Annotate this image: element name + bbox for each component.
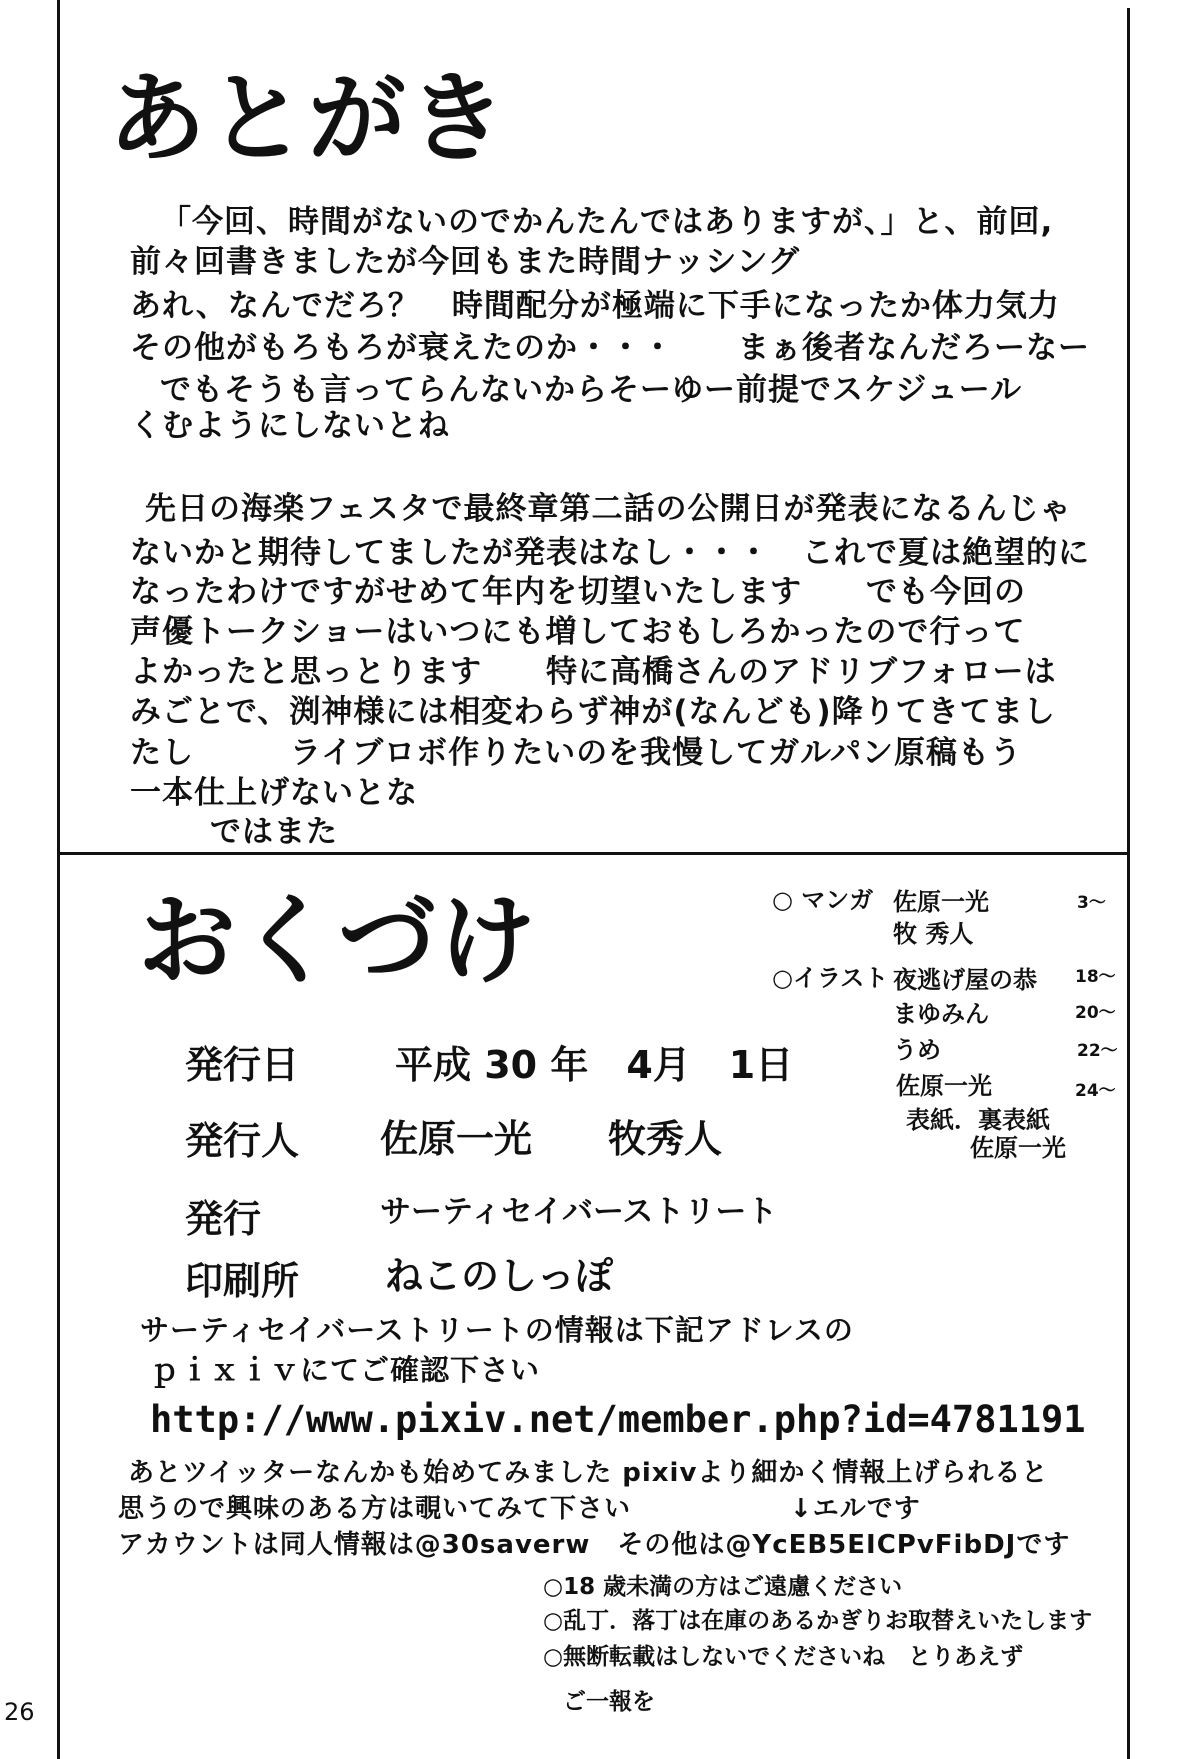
credit-cover-label: 表紙．裏表紙	[906, 1106, 1050, 1134]
twitter-arrow-note: ↓エルです	[790, 1494, 921, 1524]
colophon-label-printer: 印刷所	[185, 1259, 300, 1303]
afterword-line: 前々回書きましたが今回もまた時間ナッシング	[130, 244, 800, 280]
info-line: ｐｉｘｉｖにてご確認下さい	[150, 1353, 541, 1387]
afterword-line: なったわけですがせめて年内を切望いたします でも今回の	[130, 574, 1026, 610]
colophon-label-publisher: 発行人	[185, 1119, 300, 1163]
section-divider	[57, 852, 1130, 855]
credit-illust-name: 佐原一光	[896, 1072, 992, 1100]
afterword-line: その他がもろもろが衰えたのか・・・ まぁ後者なんだろーなー	[130, 330, 1090, 366]
colophon-label-issuer: 発行	[185, 1197, 262, 1241]
page-border-right	[1127, 8, 1130, 1759]
colophon-value-date: 平成 30 年 4月 1日	[395, 1043, 794, 1087]
afterword-line: あれ、なんでだろ？ 時間配分が極端に下手になったか体力気力	[130, 288, 1060, 324]
notice-line: ご一報を	[563, 1689, 655, 1715]
credit-illust-page: 24～	[1075, 1081, 1116, 1101]
credit-illust-name: うめ	[893, 1036, 941, 1064]
afterword-line: みごとで、渕神様には相変わらず神が(なんども)降りてきてまし	[130, 694, 1056, 730]
afterword-line: でもそうも言ってらんないからそーゆー前提でスケジュール	[160, 372, 1023, 408]
colophon-value-issuer: サーティセイバーストリート	[380, 1194, 778, 1230]
afterword-line: 「今回、時間がないのでかんたんではありますが、」と、前回,	[160, 204, 1054, 240]
credit-illust-name: まゆみん	[893, 1000, 989, 1028]
afterword-line: 先日の海楽フェスタで最終章第二話の公開日が発表になるんじゃ	[145, 491, 1072, 527]
notice-line: ○乱丁．落丁は在庫のあるかぎりお取替えいたします	[543, 1608, 1093, 1634]
afterword-line: よかったと思っとります 特に高橋さんのアドリブフォローは	[130, 654, 1057, 690]
afterword-line: ないかと期待してましたが発表はなし・・・ これで夏は絶望的に	[130, 535, 1090, 571]
afterword-line: 一本仕上げないとな	[130, 775, 418, 811]
credit-illust-page: 18～	[1075, 967, 1116, 987]
twitter-accounts: アカウントは同人情報は@30saverw その他は@YcEB5EICPvFibDJです	[118, 1530, 1071, 1560]
colophon-title: おくづけ	[138, 884, 539, 998]
page-number: 26	[4, 1698, 35, 1726]
twitter-line: 思うので興味のある方は覗いてみて下さい	[118, 1494, 632, 1524]
info-line: サーティセイバーストリートの情報は下記アドレスの	[140, 1313, 854, 1347]
credit-illust-label: ○イラスト	[772, 964, 889, 992]
colophon-label-date: 発行日	[185, 1043, 300, 1087]
afterword-line: くむようにしないとね	[130, 408, 450, 444]
afterword-line: ではまた	[210, 814, 338, 850]
credit-manga-page: 3～	[1077, 893, 1106, 913]
afterword-title: あとがき	[108, 62, 509, 176]
credit-illust-page: 20～	[1075, 1003, 1116, 1023]
pixiv-url-link[interactable]: http://www.pixiv.net/member.php?id=4781191	[150, 1398, 1086, 1441]
page-border-left	[57, 0, 60, 1759]
credit-manga-label: ○ マンガ	[772, 886, 874, 914]
notice-line: ○無断転載はしないでくださいね とりあえず	[543, 1644, 1024, 1670]
credit-manga-name: 佐原一光	[893, 888, 989, 916]
twitter-line: あとツイッターなんかも始めてみました pixivより細かく情報上げられると	[128, 1458, 1049, 1488]
colophon-value-publisher: 佐原一光 牧秀人	[380, 1117, 723, 1161]
credit-manga-name: 牧 秀人	[893, 920, 974, 948]
credit-illust-page: 22～	[1077, 1041, 1118, 1061]
afterword-line: たし ライブロボ作りたいのを我慢してガルパン原稿もう	[130, 735, 1022, 771]
colophon-value-printer: ねこのしっぽ	[385, 1254, 614, 1298]
credit-illust-name: 夜逃げ屋の恭	[893, 966, 1037, 994]
credit-cover-name: 佐原一光	[970, 1134, 1066, 1162]
afterword-line: 声優トークショーはいつにも増しておもしろかったので行って	[130, 614, 1026, 650]
notice-line: ○18 歳未満の方はご遠慮ください	[543, 1574, 903, 1600]
